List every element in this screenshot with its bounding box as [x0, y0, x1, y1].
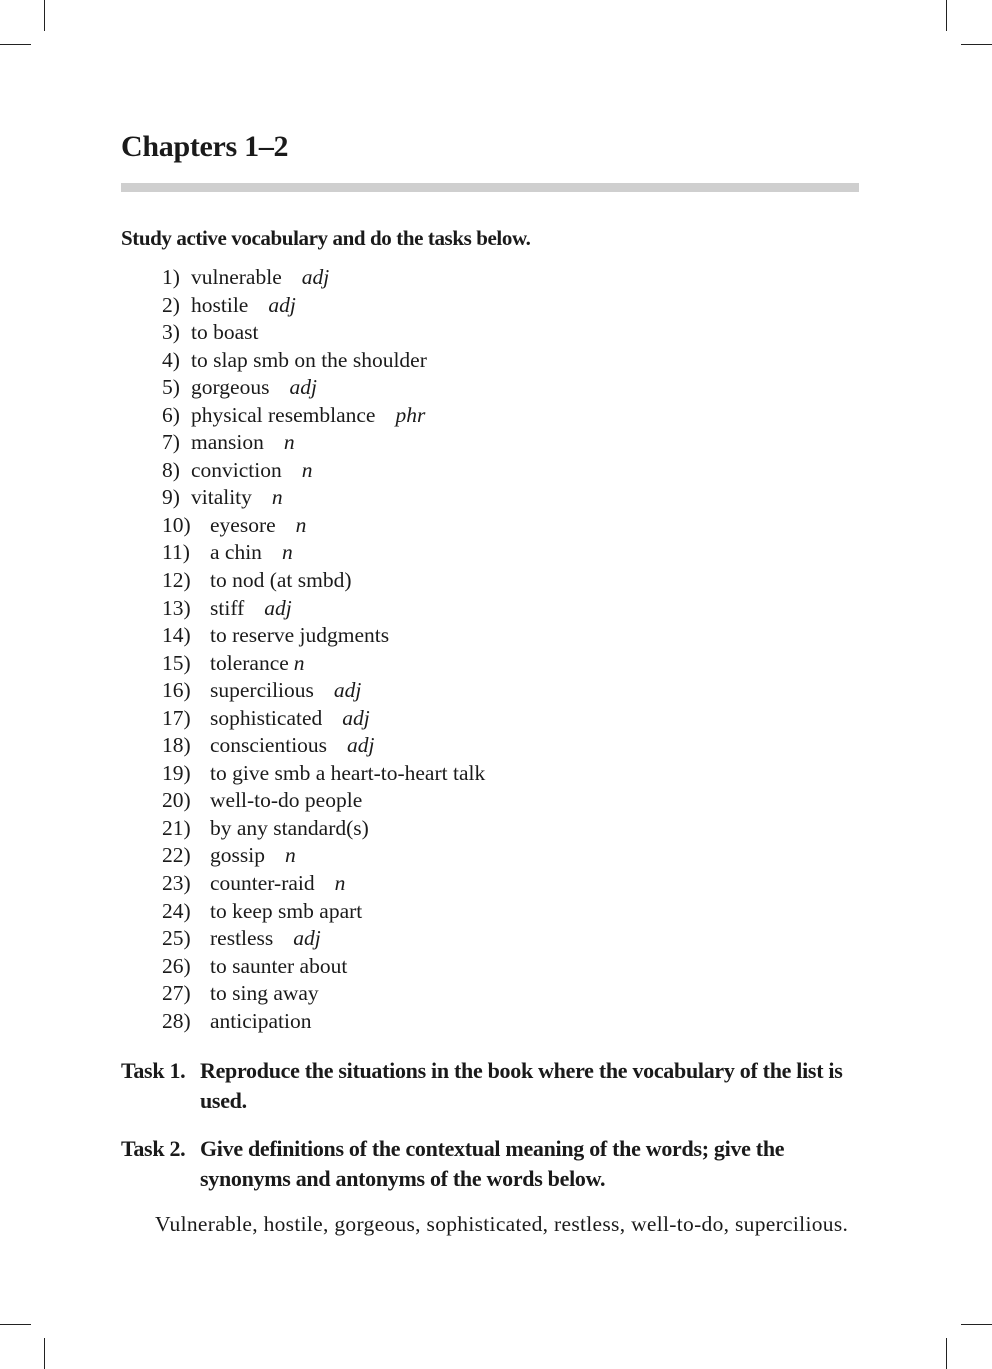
- item-part-of-speech: n: [301, 457, 313, 482]
- item-part-of-speech: n: [295, 512, 307, 537]
- item-number: 4): [162, 347, 180, 372]
- task-label: Task 1.: [121, 1058, 186, 1083]
- title-divider: [121, 183, 859, 192]
- item-number: 27): [162, 981, 191, 1006]
- item-part-of-speech: adj: [333, 678, 362, 703]
- item-term: vitality: [191, 485, 252, 510]
- list-item: [162, 484, 485, 512]
- item-number: 3): [162, 320, 180, 345]
- item-part-of-speech: n: [281, 540, 293, 565]
- item-term: counter-raid: [210, 871, 315, 896]
- crop-mark: [961, 44, 992, 45]
- task-2: [121, 1134, 861, 1194]
- item-term: to give smb a heart-to-heart talk: [210, 760, 486, 785]
- list-item: [162, 898, 485, 926]
- list-item: [162, 870, 485, 898]
- crop-mark: [946, 0, 947, 31]
- item-number: 7): [162, 430, 180, 455]
- list-item: [162, 539, 485, 567]
- crop-mark: [0, 44, 31, 45]
- list-item: [162, 980, 485, 1008]
- item-term: vulnerable: [191, 265, 282, 289]
- item-number: 14): [162, 623, 191, 648]
- item-term: to reserve judgments: [210, 623, 390, 648]
- item-number: 18): [162, 733, 191, 758]
- item-term: to keep smb apart: [210, 898, 363, 923]
- item-number: 19): [162, 760, 191, 785]
- list-item: [162, 815, 485, 843]
- list-item: [162, 760, 485, 788]
- item-term: to nod (at smbd): [210, 568, 352, 593]
- item-term: to boast: [191, 320, 259, 345]
- list-item: [162, 787, 485, 815]
- item-term: to sing away: [210, 981, 319, 1006]
- item-number: 23): [162, 871, 191, 896]
- item-term: a chin: [210, 540, 262, 565]
- item-part-of-speech: adj: [342, 705, 370, 730]
- list-item: [162, 292, 485, 320]
- item-number: 24): [162, 898, 191, 923]
- item-number: 28): [162, 1008, 191, 1033]
- list-item: [162, 705, 485, 733]
- list-item: [162, 512, 485, 540]
- item-number: 22): [162, 843, 191, 868]
- item-part-of-speech: adj: [268, 292, 296, 317]
- item-number: 5): [162, 375, 180, 400]
- item-term: by any standard(s): [210, 815, 369, 840]
- item-number: 10): [162, 512, 191, 537]
- item-part-of-speech: n: [271, 485, 283, 510]
- item-number: 25): [162, 926, 191, 951]
- item-number: 9): [162, 485, 180, 510]
- word-list-paragraph: Vulnerable, hostile, gorgeous, sophisticated, restless, well-to-do, supercilious.: [155, 1212, 849, 1236]
- list-item: [162, 457, 485, 485]
- list-item: [162, 402, 485, 430]
- list-item: [162, 953, 485, 981]
- vocabulary-list: [162, 264, 485, 1035]
- item-number: 8): [162, 457, 180, 482]
- list-item: [162, 264, 485, 292]
- list-item: [162, 374, 485, 402]
- task-1: [121, 1056, 861, 1116]
- item-number: 16): [162, 678, 191, 703]
- list-item: [162, 650, 485, 678]
- task-text: Give definitions of the contextual meaning of the words; give the synonyms and antonyms of the words below.: [200, 1136, 785, 1191]
- item-number: 6): [162, 402, 180, 427]
- item-term: physical resemblance: [191, 402, 376, 427]
- task-label: Task 2.: [121, 1136, 186, 1161]
- item-term: sophisticated: [210, 705, 323, 730]
- item-term: well-to-do people: [210, 788, 363, 813]
- list-item: [162, 595, 485, 623]
- item-term: conscientious: [210, 733, 328, 758]
- crop-mark: [0, 1324, 31, 1325]
- item-number: 11): [162, 540, 190, 565]
- item-term: tolerance: [210, 650, 289, 675]
- list-item: [162, 567, 485, 595]
- list-item: [162, 622, 485, 650]
- item-number: 12): [162, 568, 191, 593]
- list-item: [162, 677, 485, 705]
- item-term: anticipation: [210, 1008, 312, 1033]
- item-term: supercilious: [210, 678, 314, 703]
- list-item: [162, 732, 485, 760]
- item-number: 21): [162, 815, 191, 840]
- item-part-of-speech: adj: [264, 595, 292, 620]
- list-item: [162, 429, 485, 457]
- item-term: gossip: [210, 843, 265, 868]
- item-number: 15): [162, 650, 191, 675]
- item-number: 26): [162, 953, 191, 978]
- list-item: [162, 347, 485, 375]
- item-term: restless: [210, 926, 274, 951]
- item-term: gorgeous: [191, 375, 270, 400]
- item-number: 20): [162, 788, 191, 813]
- list-item: [162, 842, 485, 870]
- item-term: to saunter about: [210, 953, 348, 978]
- item-number: 2): [162, 292, 180, 317]
- item-term: conviction: [191, 457, 282, 482]
- item-part-of-speech: adj: [301, 265, 330, 289]
- item-part-of-speech: phr: [395, 402, 426, 427]
- task-text: Reproduce the situations in the book where the vocabulary of the list is used.: [200, 1058, 843, 1113]
- item-term: stiff: [210, 595, 245, 620]
- item-number: 13): [162, 595, 191, 620]
- item-term: to slap smb on the shoulder: [191, 347, 427, 372]
- instruction-text: Study active vocabulary and do the tasks below.: [121, 226, 531, 250]
- item-number: 17): [162, 705, 191, 730]
- item-term: hostile: [191, 292, 249, 317]
- crop-mark: [946, 1338, 947, 1369]
- item-part-of-speech: adj: [289, 375, 317, 400]
- item-part-of-speech: adj: [347, 733, 375, 758]
- item-number: 1): [162, 265, 180, 289]
- item-part-of-speech: n: [293, 650, 305, 675]
- item-part-of-speech: n: [334, 871, 346, 896]
- crop-mark: [44, 0, 45, 31]
- item-part-of-speech: n: [283, 430, 295, 455]
- list-item: [162, 1008, 485, 1036]
- list-item: [162, 925, 485, 953]
- page-title: Chapters 1–2: [121, 130, 289, 163]
- item-part-of-speech: adj: [293, 926, 321, 951]
- item-term: mansion: [191, 430, 264, 455]
- item-term: eyesore: [210, 512, 276, 537]
- list-item: [162, 319, 485, 347]
- crop-mark: [44, 1338, 45, 1369]
- item-part-of-speech: n: [284, 843, 296, 868]
- crop-mark: [961, 1324, 992, 1325]
